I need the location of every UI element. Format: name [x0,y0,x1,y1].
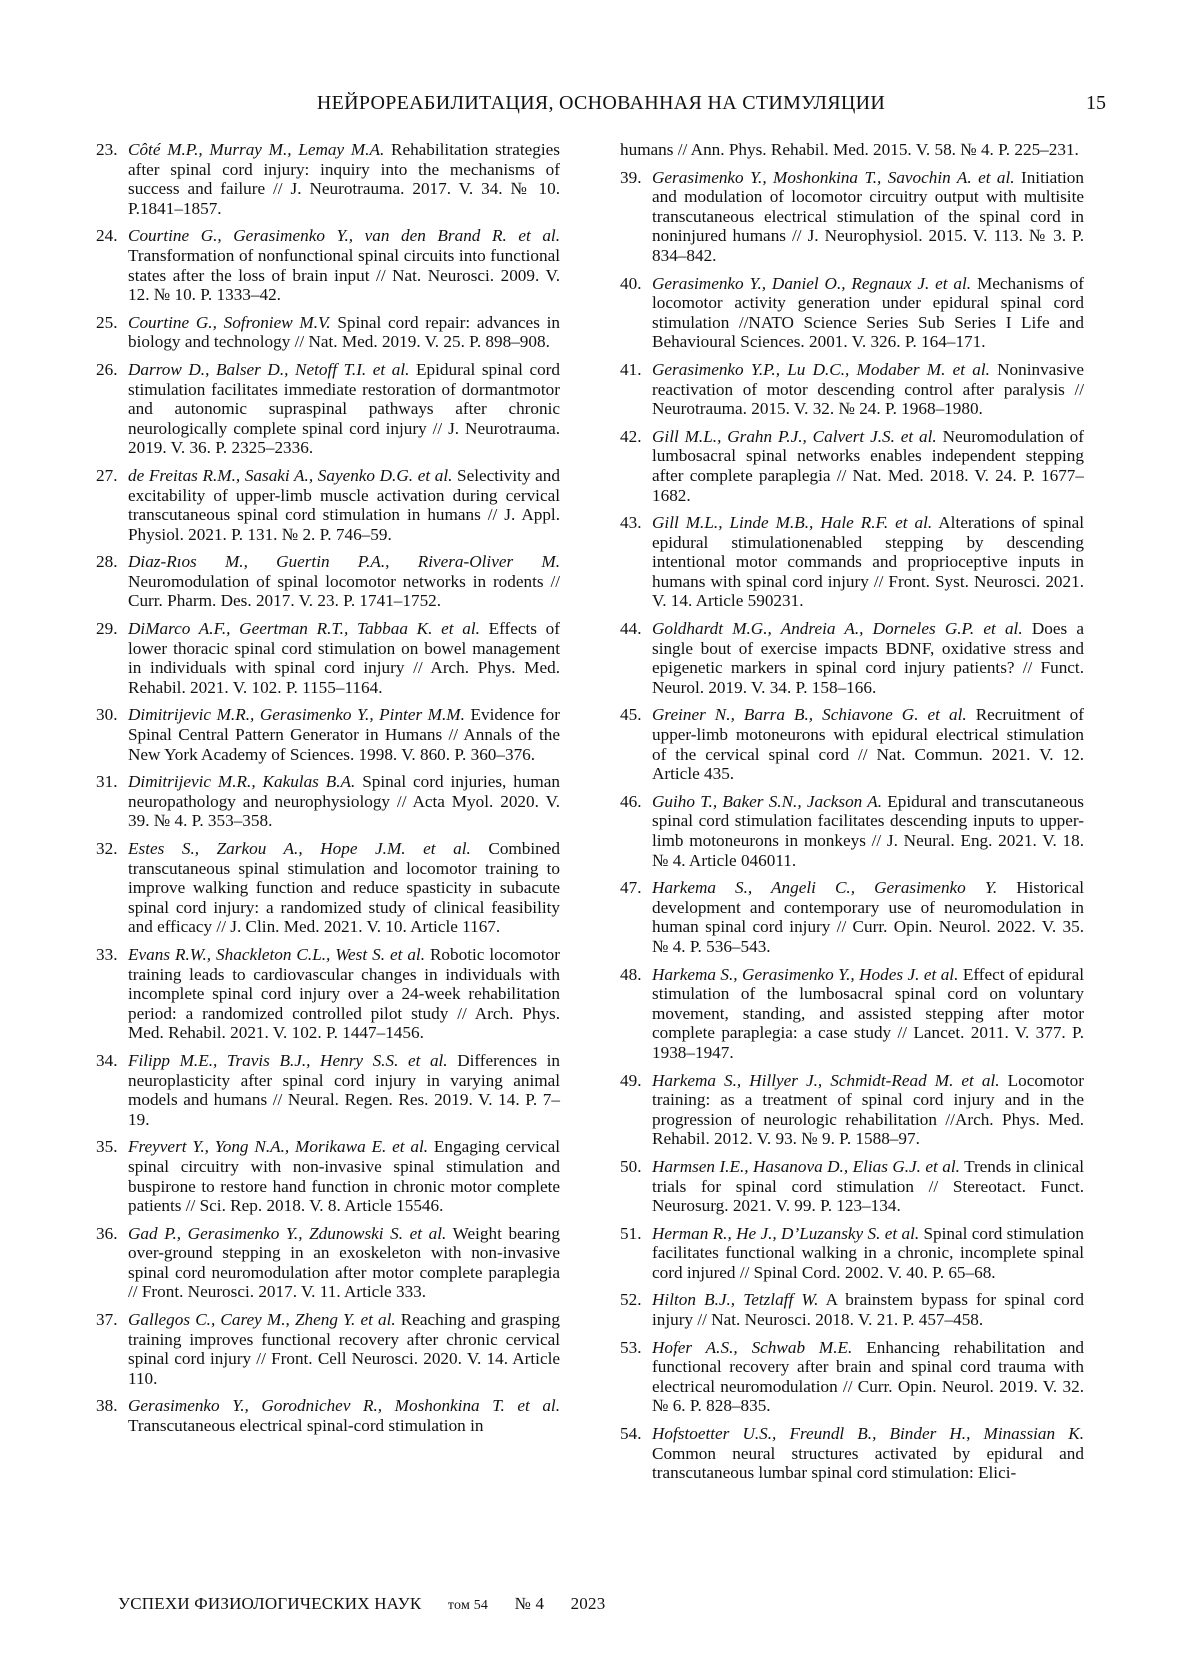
reference-number: 54. [620,1424,650,1444]
reference-authors: Gad P., Gerasimenko Y., Zdunowski S. et al. [128,1224,446,1243]
reference-item [96,619,560,697]
reference-authors: Harkema S., Gerasimenko Y., Hodes J. et al. [652,965,958,984]
reference-continuation-text: humans // Ann. Phys. Rehabil. Med. 2015. V. 58. № 4. P. 225–231. [620,140,1079,159]
reference-number: 33. [96,945,126,965]
reference-item [620,360,1084,419]
reference-authors: Harmsen I.E., Hasanova D., Elias G.J. et al. [652,1157,960,1176]
reference-item [96,313,560,352]
reference-authors: Hofstoetter U.S., Freundl B., Binder H., Minassian K. [652,1424,1084,1443]
running-header [96,92,1106,122]
reference-text: Initiation and modulation of locomotor circuitry output with multisite transcutaneous electrical stimulation of the spinal cord in noninjured humans // J. Neurophysiol. 2015. V. 113. № 3. P. 834–842. [652,168,1084,265]
reference-number: 35. [96,1137,126,1157]
reference-authors: Darrow D., Balser D., Netoff T.I. et al. [128,360,409,379]
reference-authors: Freyvert Y., Yong N.A., Morikawa E. et al. [128,1137,428,1156]
reference-text: Neuromodulation of lumbosacral spinal networks enables independent stepping after complete paraplegia // Nat. Med. 2018. V. 24. P. 1677–1682. [652,427,1084,505]
reference-text: A brainstem bypass for spinal cord injury // Nat. Neurosci. 2018. V. 21. P. 457–458. [652,1290,1084,1329]
journal-footer [118,1594,627,1614]
reference-number: 37. [96,1310,126,1330]
reference-item [620,513,1084,611]
reference-item [96,360,560,458]
reference-item [620,1224,1084,1283]
reference-authors: Hilton B.J., Tetzlaff W. [652,1290,818,1309]
reference-number: 25. [96,313,126,333]
reference-text: Enhancing rehabilitation and functional recovery after brain and spinal cord trauma with electrical neuromodulation // Curr. Opin. Neurol. 2019. V. 32. № 6. P. 828–835. [652,1338,1084,1416]
footer-issue: № 4 [515,1594,545,1613]
reference-item [620,1338,1084,1416]
reference-number: 34. [96,1051,126,1071]
reference-text: Weight bearing over-ground stepping in an exoskeleton with non-invasive spinal cord neuromodulation after motor complete paraplegia // Front. Neurosci. 2017. V. 11. Article 333. [128,1224,560,1302]
reference-authors: Côté M.P., Murray M., Lemay M.A. [128,140,384,159]
reference-text: Alterations of spinal epidural stimulationenabled stepping by descending intentional motor commands and proprioceptive inputs in humans with spinal cord injury // Front. Syst. Neurosci. 2021. V. 14. Article 590231. [652,513,1084,610]
reference-number: 27. [96,466,126,486]
reference-number: 44. [620,619,650,639]
reference-number: 38. [96,1396,126,1416]
reference-authors: Courtine G., Gerasimenko Y., van den Brand R. et al. [128,226,560,245]
reference-text: Recruitment of upper-limb motoneurons with epidural electrical stimulation of the cervical spinal cord // Nat. Commun. 2021. V. 12. Article 435. [652,705,1084,783]
reference-authors: Filipp M.E., Travis B.J., Henry S.S. et al. [128,1051,448,1070]
reference-authors: Gill M.L., Grahn P.J., Calvert J.S. et al. [652,427,937,446]
reference-number: 47. [620,878,650,898]
reference-number: 36. [96,1224,126,1244]
reference-text: Common neural structures activated by epidural and transcutaneous lumbar spinal cord stimulation: Elici- [652,1444,1084,1483]
reference-number: 50. [620,1157,650,1177]
reference-item [96,140,560,218]
reference-item [620,619,1084,697]
reference-item [620,1424,1084,1483]
reference-text: Evidence for Spinal Central Pattern Generator in Humans // Annals of the New York Academy of Sciences. 1998. V. 860. P. 360–376. [128,705,560,763]
reference-item [620,427,1084,505]
reference-item [96,1137,560,1215]
reference-number: 48. [620,965,650,985]
reference-item [620,792,1084,870]
reference-number: 52. [620,1290,650,1310]
reference-item [96,1224,560,1302]
reference-item [620,168,1084,266]
reference-authors: Evans R.W., Shackleton C.L., West S. et al. [128,945,425,964]
reference-authors: Gallegos C., Carey M., Zheng Y. et al. [128,1310,396,1329]
reference-authors: Hofer A.S., Schwab M.E. [652,1338,852,1357]
reference-item [620,965,1084,1063]
reference-item [96,552,560,611]
reference-text: Epidural spinal cord stimulation facilitates immediate restoration of dormantmotor and autonomic supraspinal pathways after chronic neurologically complete spinal cord injury // J. Neurotrauma. 2019. V. 36. P. 2325–2336. [128,360,560,457]
reference-authors: Gill M.L., Linde M.B., Hale R.F. et al. [652,513,932,532]
reference-text: Locomotor training: as a treatment of spinal cord injury and in the progression of neurologic rehabilitation //Arch. Phys. Med. Rehabil. 2012. V. 93. № 9. P. 1588–97. [652,1071,1084,1149]
reference-text: Spinal cord repair: advances in biology and technology // Nat. Med. 2019. V. 25. P. 898–908. [128,313,560,352]
reference-authors: Harkema S., Hillyer J., Schmidt-Read M. et al. [652,1071,1000,1090]
reference-number: 46. [620,792,650,812]
reference-item [620,274,1084,352]
reference-text: Historical development and contemporary use of neuromodulation in human spinal cord injury // Curr. Opin. Neurol. 2022. V. 35. № 4. P. 536–543. [652,878,1084,956]
reference-text: Selectivity and excitability of upper-limb muscle activation during cervical transcutaneous spinal cord stimulation in humans // J. Appl. Physiol. 2021. P. 131. № 2. P. 746–59. [128,466,560,544]
reference-number: 26. [96,360,126,380]
reference-item [96,466,560,544]
reference-text: Does a single bout of exercise impacts BDNF, oxidative stress and epigenetic markers in spinal cord injury patients? // Funct. Neurol. 2019. V. 34. P. 158–166. [652,619,1084,697]
reference-authors: Diaz-Rıos M., Guertin P.A., Rivera-Oliver M. [128,552,560,571]
reference-item [96,226,560,304]
reference-text: Reaching and grasping training improves functional recovery after chronic cervical spinal cord injury // Front. Cell Neurosci. 2020. V. 14. Article 110. [128,1310,560,1388]
reference-authors: Herman R., He J., D’Luzansky S. et al. [652,1224,919,1243]
footer-volume: том 54 [448,1598,488,1613]
reference-authors: Gerasimenko Y., Gorodnichev R., Moshonkina T. et al. [128,1396,560,1415]
reference-authors: Greiner N., Barra B., Schiavone G. et al. [652,705,967,724]
reference-authors: Harkema S., Angeli C., Gerasimenko Y. [652,878,997,897]
reference-item [620,878,1084,956]
reference-item [96,945,560,1043]
reference-text: Combined transcutaneous spinal stimulation and locomotor training to improve walking function and reduce spasticity in subacute spinal cord injury: a randomized study of clinical feasibility and efficacy // J. Clin. Med. 2021. V. 10. Article 1167. [128,839,560,936]
reference-authors: Gerasimenko Y., Moshonkina T., Savochin A. et al. [652,168,1015,187]
reference-number: 45. [620,705,650,725]
reference-number: 51. [620,1224,650,1244]
reference-item [96,1310,560,1388]
reference-text: Noninvasive reactivation of motor descending control after paralysis // Neurotrauma. 2015. V. 32. № 24. P. 1968–1980. [652,360,1084,418]
reference-authors: Dimitrijevic M.R., Kakulas B.A. [128,772,355,791]
reference-text: Mechanisms of locomotor activity generation under epidural spinal cord stimulation //NATO Science Series Sub Series I Life and Behavioural Sciences. 2001. V. 326. P. 164–171. [652,274,1084,352]
reference-text: Transcutaneous electrical spinal-cord stimulation in [128,1416,483,1435]
reference-text: Differences in neuroplasticity after spinal cord injury in varying animal models and humans // Neural. Regen. Res. 2019. V. 14. P. 7–19. [128,1051,560,1129]
reference-number: 31. [96,772,126,792]
reference-text: Effects of lower thoracic spinal cord stimulation on bowel management in individuals with spinal cord injury // Arch. Phys. Med. Rehabil. 2021. V. 102. P. 1155–1164. [128,619,560,697]
reference-authors: de Freitas R.M., Sasaki A., Sayenko D.G. et al. [128,466,452,485]
reference-text: Effect of epidural stimulation of the lumbosacral spinal cord on voluntary movement, standing, and assisted stepping after motor complete paraplegia: a case study // Lancet. 2011. V. 377. P. 1938–1947. [652,965,1084,1062]
references-left-column [96,140,560,1444]
reference-text: Engaging cervical spinal circuitry with non-invasive spinal stimulation and buspirone to restore hand function in chronic motor complete patients // Sci. Rep. 2018. V. 8. Article 15546. [128,1137,560,1215]
reference-authors: Estes S., Zarkou A., Hope J.M. et al. [128,839,471,858]
reference-text: Transformation of nonfunctional spinal circuits into functional states after the loss of brain input // Nat. Neurosci. 2009. V. 12. № 10. P. 1333–42. [128,246,560,304]
footer-journal: УСПЕХИ ФИЗИОЛОГИЧЕСКИХ НАУК [118,1594,421,1613]
reference-item [620,705,1084,783]
reference-item [620,1290,1084,1329]
reference-number: 32. [96,839,126,859]
reference-authors: DiMarco A.F., Geertman R.T., Tabbaa K. et al. [128,619,480,638]
reference-item [620,1071,1084,1149]
reference-number: 30. [96,705,126,725]
reference-authors: Guiho T., Baker S.N., Jackson A. [652,792,882,811]
footer-year: 2023 [571,1594,606,1613]
reference-authors: Courtine G., Sofroniew M.V. [128,313,331,332]
reference-continuation [620,140,1084,160]
reference-authors: Goldhardt M.G., Andreia A., Dorneles G.P. et al. [652,619,1023,638]
reference-authors: Gerasimenko Y.P., Lu D.C., Modaber M. et al. [652,360,990,379]
reference-authors: Gerasimenko Y., Daniel O., Regnaux J. et al. [652,274,971,293]
reference-text: Rehabilitation strategies after spinal cord injury: inquiry into the mechanisms of success and failure // J. Neurotrauma. 2017. V. 34. № 10. P.1841–1857. [128,140,560,218]
reference-number: 40. [620,274,650,294]
reference-item [96,1396,560,1435]
reference-text: Neuromodulation of spinal locomotor networks in rodents // Curr. Pharm. Des. 2017. V. 23. P. 1741–1752. [128,572,560,611]
reference-number: 29. [96,619,126,639]
header-title: НЕЙРОРЕАБИЛИТАЦИЯ, ОСНОВАННАЯ НА СТИМУЛЯЦИИ [96,92,1106,115]
reference-text: Robotic locomotor training leads to cardiovascular changes in individuals with incomplete spinal cord injury over a 24-week rehabilitation period: a randomized controlled pilot study // Arch. Phys. Med. Rehabil. 2021. V. 102. P. 1447–1456. [128,945,560,1042]
reference-number: 49. [620,1071,650,1091]
reference-text: Trends in clinical trials for spinal cord stimulation // Stereotact. Funct. Neurosurg. 2021. V. 99. P. 123–134. [652,1157,1084,1215]
references-right-column [620,140,1084,1491]
reference-authors: Dimitrijevic M.R., Gerasimenko Y., Pinter M.M. [128,705,465,724]
reference-number: 42. [620,427,650,447]
reference-item [96,839,560,937]
reference-text: Epidural and transcutaneous spinal cord stimulation facilitates descending inputs to upper-limb motoneurons in monkeys // J. Neural. Eng. 2021. V. 18. № 4. Article 046011. [652,792,1084,870]
reference-number: 41. [620,360,650,380]
reference-text: Spinal cord stimulation facilitates functional walking in a chronic, incomplete spinal cord injured // Spinal Cord. 2002. V. 40. P. 65–68. [652,1224,1084,1282]
reference-item [96,1051,560,1129]
reference-item [620,1157,1084,1216]
reference-number: 23. [96,140,126,160]
reference-number: 24. [96,226,126,246]
reference-number: 43. [620,513,650,533]
reference-number: 53. [620,1338,650,1358]
reference-number: 28. [96,552,126,572]
reference-number: 39. [620,168,650,188]
reference-item [96,705,560,764]
page-number: 15 [1086,92,1106,115]
reference-text: Spinal cord injuries, human neuropathology and neurophysiology // Acta Myol. 2020. V. 39. № 4. P. 353–358. [128,772,560,830]
reference-item [96,772,560,831]
